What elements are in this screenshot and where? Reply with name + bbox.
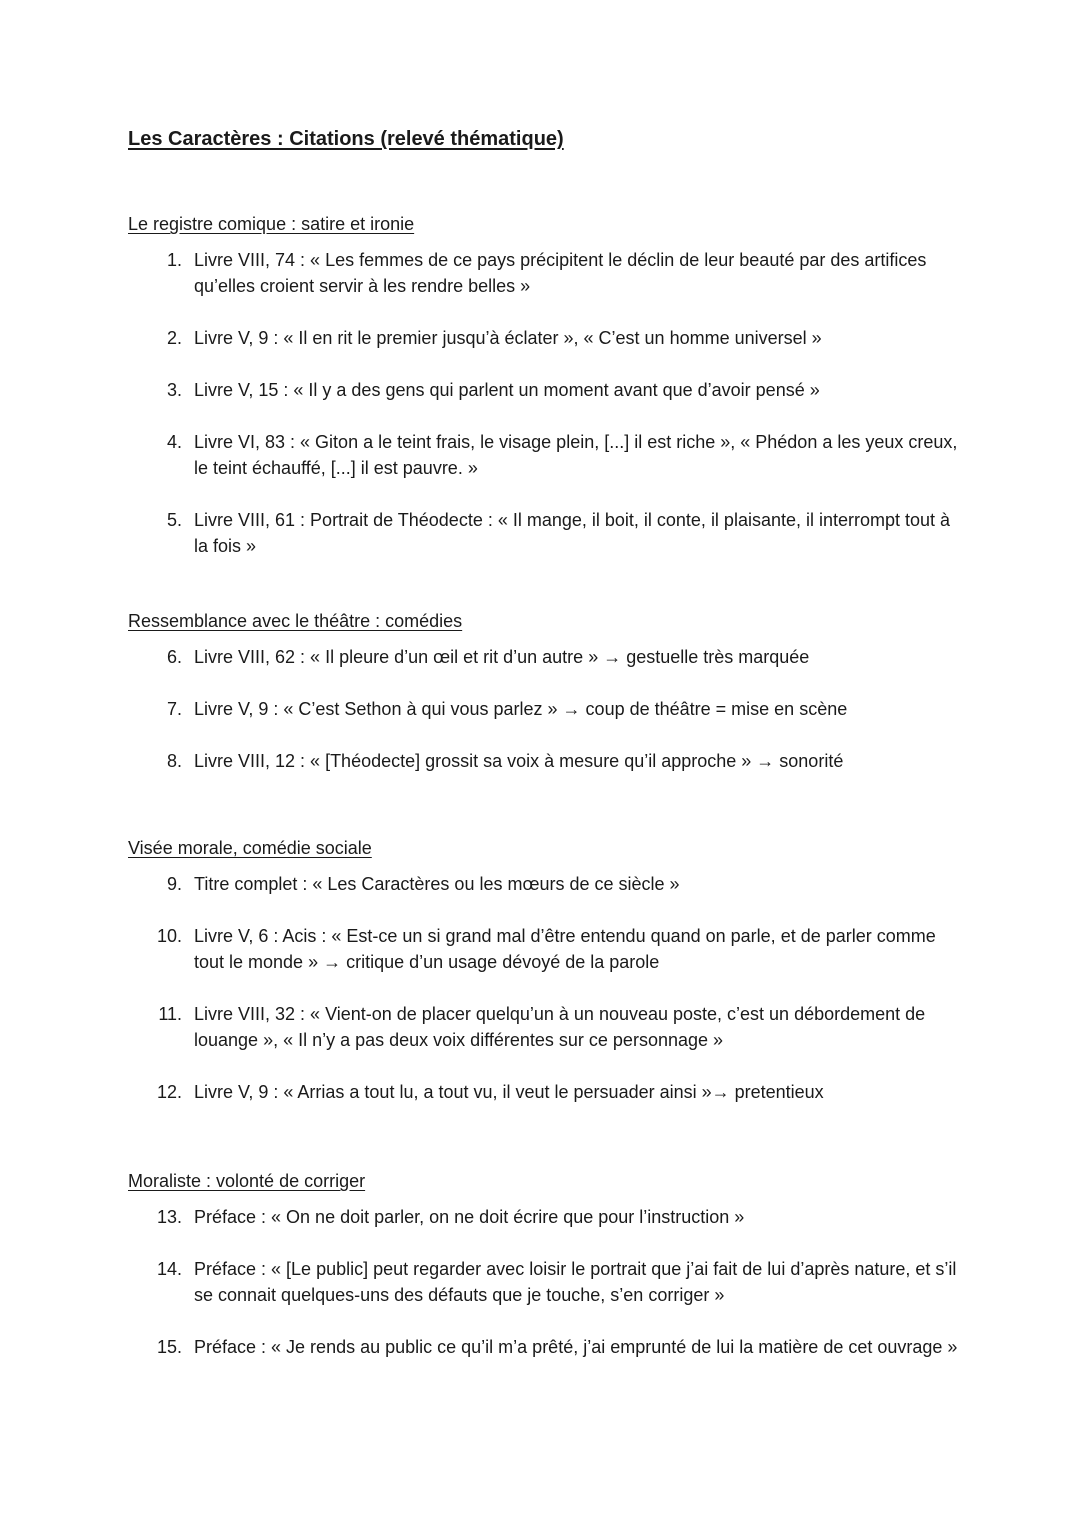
item-text: Préface : « Je rends au public ce qu’il m’a prêté, j’ai emprunté de lui la matière de cet ouvrage » <box>194 1337 958 1357</box>
item-number: 8. <box>166 751 182 771</box>
item-text: Livre V, 9 : « Arrias a tout lu, a tout vu, il veut le persuader ainsi »→ pretentieux <box>194 1082 824 1102</box>
item-text: Livre VIII, 62 : « Il pleure d’un œil et rit d’un autre » → gestuelle très marquée <box>194 647 810 667</box>
list-item <box>128 507 958 559</box>
item-text: Livre V, 9 : « C’est Sethon à qui vous parlez » → coup de théâtre = mise en scène <box>194 699 848 719</box>
item-text: Livre VIII, 74 : « Les femmes de ce pays précipitent le déclin de leur beauté par des artifices qu’elles croient servir à les rendre belles » <box>194 250 927 296</box>
item-number: 10. <box>156 926 182 946</box>
item-number: 5. <box>166 510 182 530</box>
list-item <box>128 871 958 897</box>
item-number: 4. <box>166 432 182 452</box>
item-number: 6. <box>166 647 182 667</box>
list-item <box>128 377 958 403</box>
item-number: 12. <box>156 1082 182 1102</box>
item-text: Préface : « On ne doit parler, on ne doit écrire que pour l’instruction » <box>194 1207 745 1227</box>
list-item <box>128 325 958 351</box>
item-text: Livre VI, 83 : « Giton a le teint frais, le visage plein, [...] il est riche », « Phédon a les yeux creux, le teint échauffé, [...] il est pauvre. » <box>194 432 958 478</box>
item-number: 3. <box>166 380 182 400</box>
section-heading: Moraliste : volonté de corriger <box>128 1171 366 1191</box>
item-text: Livre V, 15 : « Il y a des gens qui parlent un moment avant que d’avoir pensé » <box>194 380 820 400</box>
section-heading: Visée morale, comédie sociale <box>128 838 372 858</box>
item-number: 15. <box>156 1337 182 1357</box>
item-number: 9. <box>166 874 182 894</box>
section-heading: Le registre comique : satire et ironie <box>128 214 415 234</box>
section-moralist <box>128 1169 958 1360</box>
list-item <box>128 1256 958 1308</box>
list-item <box>128 1334 958 1360</box>
item-text: Livre VIII, 32 : « Vient-on de placer quelqu’un à un nouveau poste, c’est un débordement de louange », « Il n’y a pas deux voix différentes sur ce personnage » <box>194 1004 926 1050</box>
list-item <box>128 644 958 670</box>
item-number: 13. <box>156 1207 182 1227</box>
section-moral-aim <box>128 836 958 1105</box>
page-title: Les Caractères : Citations (relevé thématique) <box>128 128 564 150</box>
section-heading: Ressemblance avec le théâtre : comédies <box>128 611 463 631</box>
item-text: Titre complet : « Les Caractères ou les mœurs de ce siècle » <box>194 874 680 894</box>
list-item <box>128 1001 958 1053</box>
list-item <box>128 1079 958 1105</box>
list-item <box>128 748 958 774</box>
item-number: 1. <box>166 250 182 270</box>
item-text: Livre V, 6 : Acis : « Est-ce un si grand mal d’être entendu quand on parle, et de parler comme tout le monde » → critique d’un usage dévoyé de la parole <box>194 926 936 972</box>
item-number: 14. <box>156 1259 182 1279</box>
section-comic-register <box>128 212 958 559</box>
list-item <box>128 247 958 299</box>
list-item <box>128 923 958 975</box>
section-theatre <box>128 609 958 774</box>
list-item <box>128 429 958 481</box>
item-text: Livre VIII, 61 : Portrait de Théodecte : « Il mange, il boit, il conte, il plaisante, il interrompt tout à la fois » <box>194 510 951 556</box>
list-item <box>128 696 958 722</box>
item-text: Préface : « [Le public] peut regarder avec loisir le portrait que j’ai fait de lui d’après nature, et s’il se connait quelques-uns des défauts que je touche, s’en corriger » <box>194 1259 957 1305</box>
item-text: Livre VIII, 12 : « [Théodecte] grossit sa voix à mesure qu’il approche » → sonorité <box>194 751 844 771</box>
item-number: 7. <box>166 699 182 719</box>
item-number: 11. <box>158 1004 182 1024</box>
list-item <box>128 1204 958 1230</box>
item-text: Livre V, 9 : « Il en rit le premier jusqu’à éclater », « C’est un homme universel » <box>194 328 822 348</box>
item-number: 2. <box>166 328 182 348</box>
